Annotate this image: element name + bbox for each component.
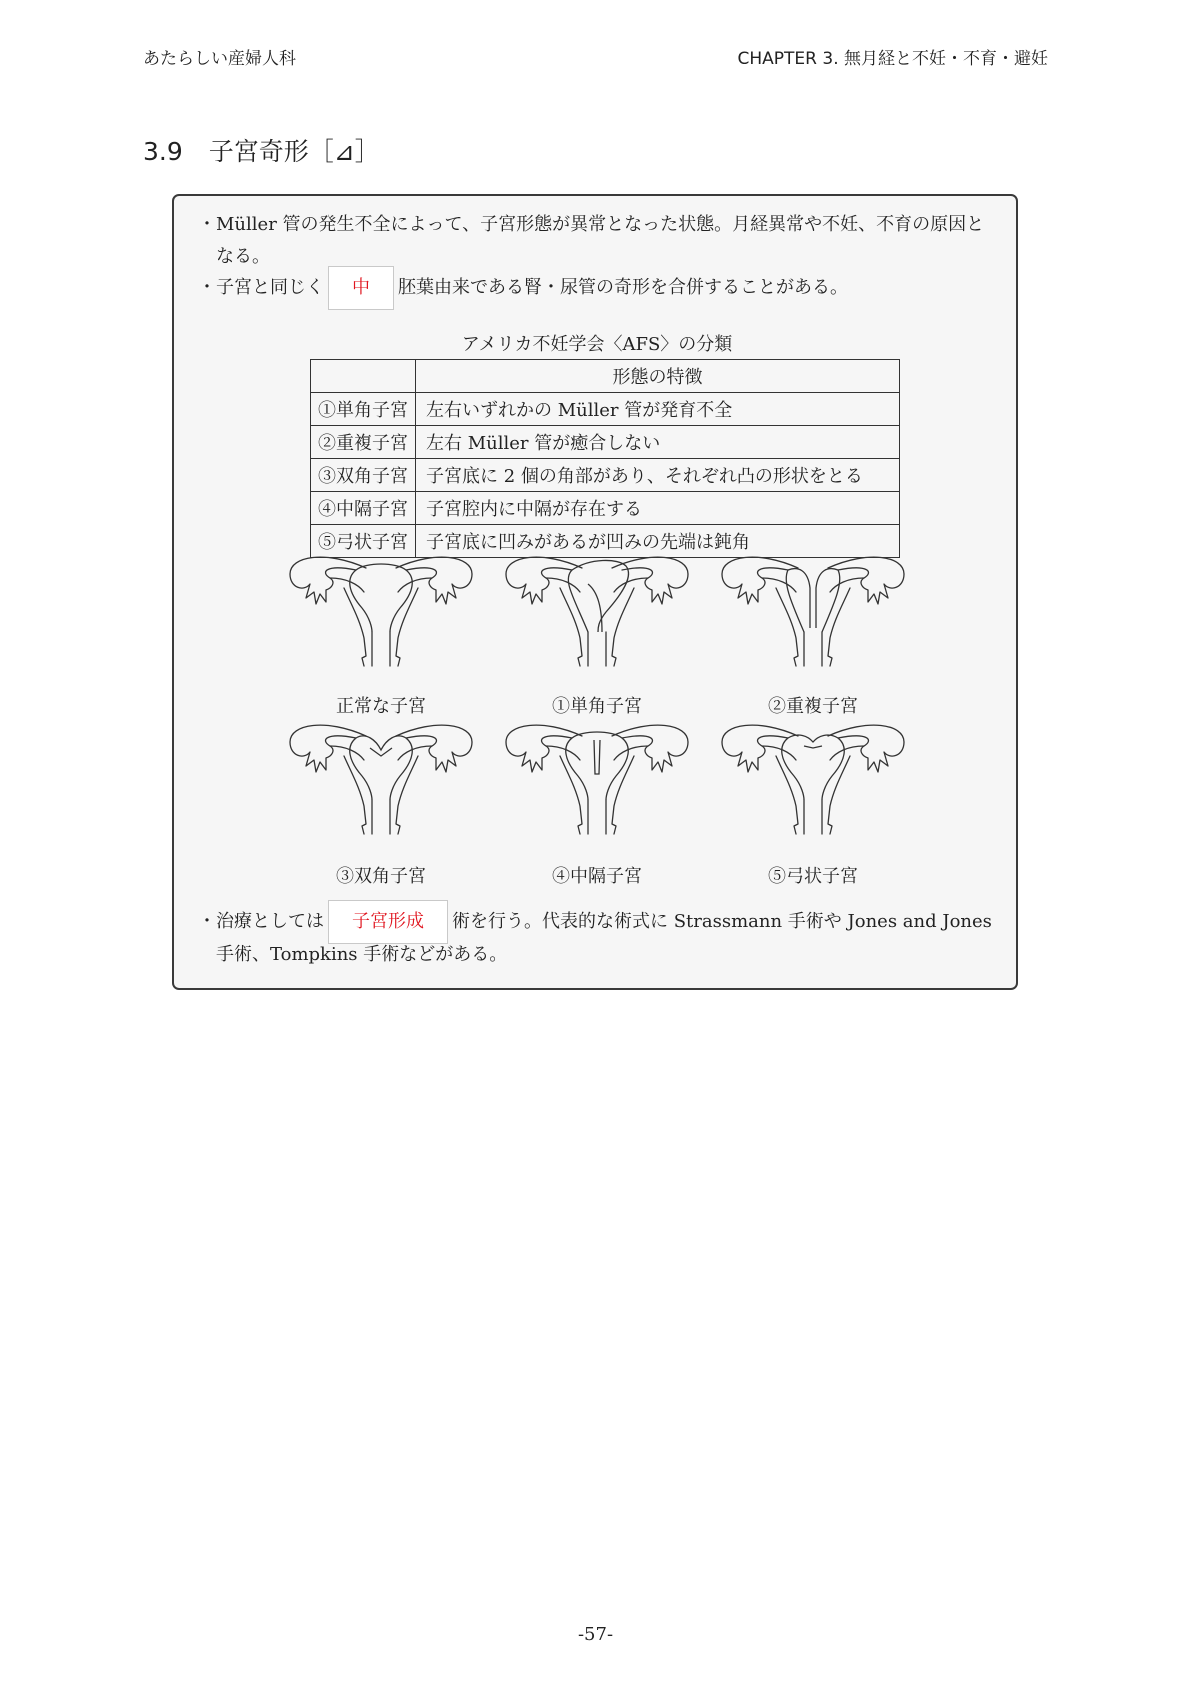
para3-line2: 手術、Tompkins 手術などがある。 [216,944,508,965]
figure-label: 正常な子宮 [336,696,426,717]
para3-text-after: 術を行う。代表的な術式に Strassmann 手術や Jones and Jones [452,911,992,932]
figure-didelphys-uterus [722,557,904,666]
figure-bicornuate-uterus [290,725,472,834]
figure-label: ②重複子宮 [768,696,858,717]
answer-blank-germ-layer: 中 [328,266,394,310]
table-cell-type: ①単角子宮 [311,393,416,426]
table-cell-type: ③双角子宮 [311,459,416,492]
section-number: 3.9 [143,137,183,166]
table-cell-feature: 子宮腔内に中隔が存在する [416,492,900,525]
table-cell-type: ②重複子宮 [311,426,416,459]
para3 [198,900,992,944]
page-number: -57- [577,1624,614,1645]
running-header-book-title: あたらしい産婦人科 [143,49,296,69]
table-cell-feature: 子宮底に 2 個の角部があり、それぞれ凸の形状をとる [416,459,900,492]
table-header-cell: 形態の特徴 [416,360,900,393]
para2-text-before: ・子宮と同じく [198,277,324,298]
figure-label: ③双角子宮 [336,866,426,887]
table-cell-type: ⑤弓状子宮 [311,525,416,558]
figure-label: ①単角子宮 [552,696,642,717]
figure-normal-uterus [290,557,472,666]
table-cell-feature: 子宮底に凹みがあるが凹みの先端は鈍角 [416,525,900,558]
para3-text-before: ・治療としては [198,911,324,932]
para1-line1: ・Müller 管の発生不全によって、子宮形態が異常となった状態。月経異常や不妊、不育の原因と [198,214,985,235]
content-box [172,194,1018,990]
answer-blank-surgery: 子宮形成 [328,900,448,944]
para1-line2: なる。 [216,246,270,267]
para2-text-after: 胚葉由来である腎・尿管の奇形を合併することがある。 [398,277,848,298]
table-cell-feature: 左右 Müller 管が癒合しない [416,426,900,459]
figure-septate-uterus [506,725,688,834]
figure-label: ⑤弓状子宮 [768,866,858,887]
table-cell-type: ④中隔子宮 [311,492,416,525]
table-cell-feature: 左右いずれかの Müller 管が発育不全 [416,393,900,426]
table-caption: アメリカ不妊学会〈AFS〉の分類 [461,334,733,355]
section-heading [143,132,380,168]
figure-label: ④中隔子宮 [552,866,642,887]
figure-unicornuate-uterus [506,557,688,666]
figure-arcuate-uterus [722,725,904,834]
section-title: 子宮奇形［⊿］ [208,137,380,166]
running-header-chapter: CHAPTER 3. 無月経と不妊・不育・避妊 [737,49,1048,69]
